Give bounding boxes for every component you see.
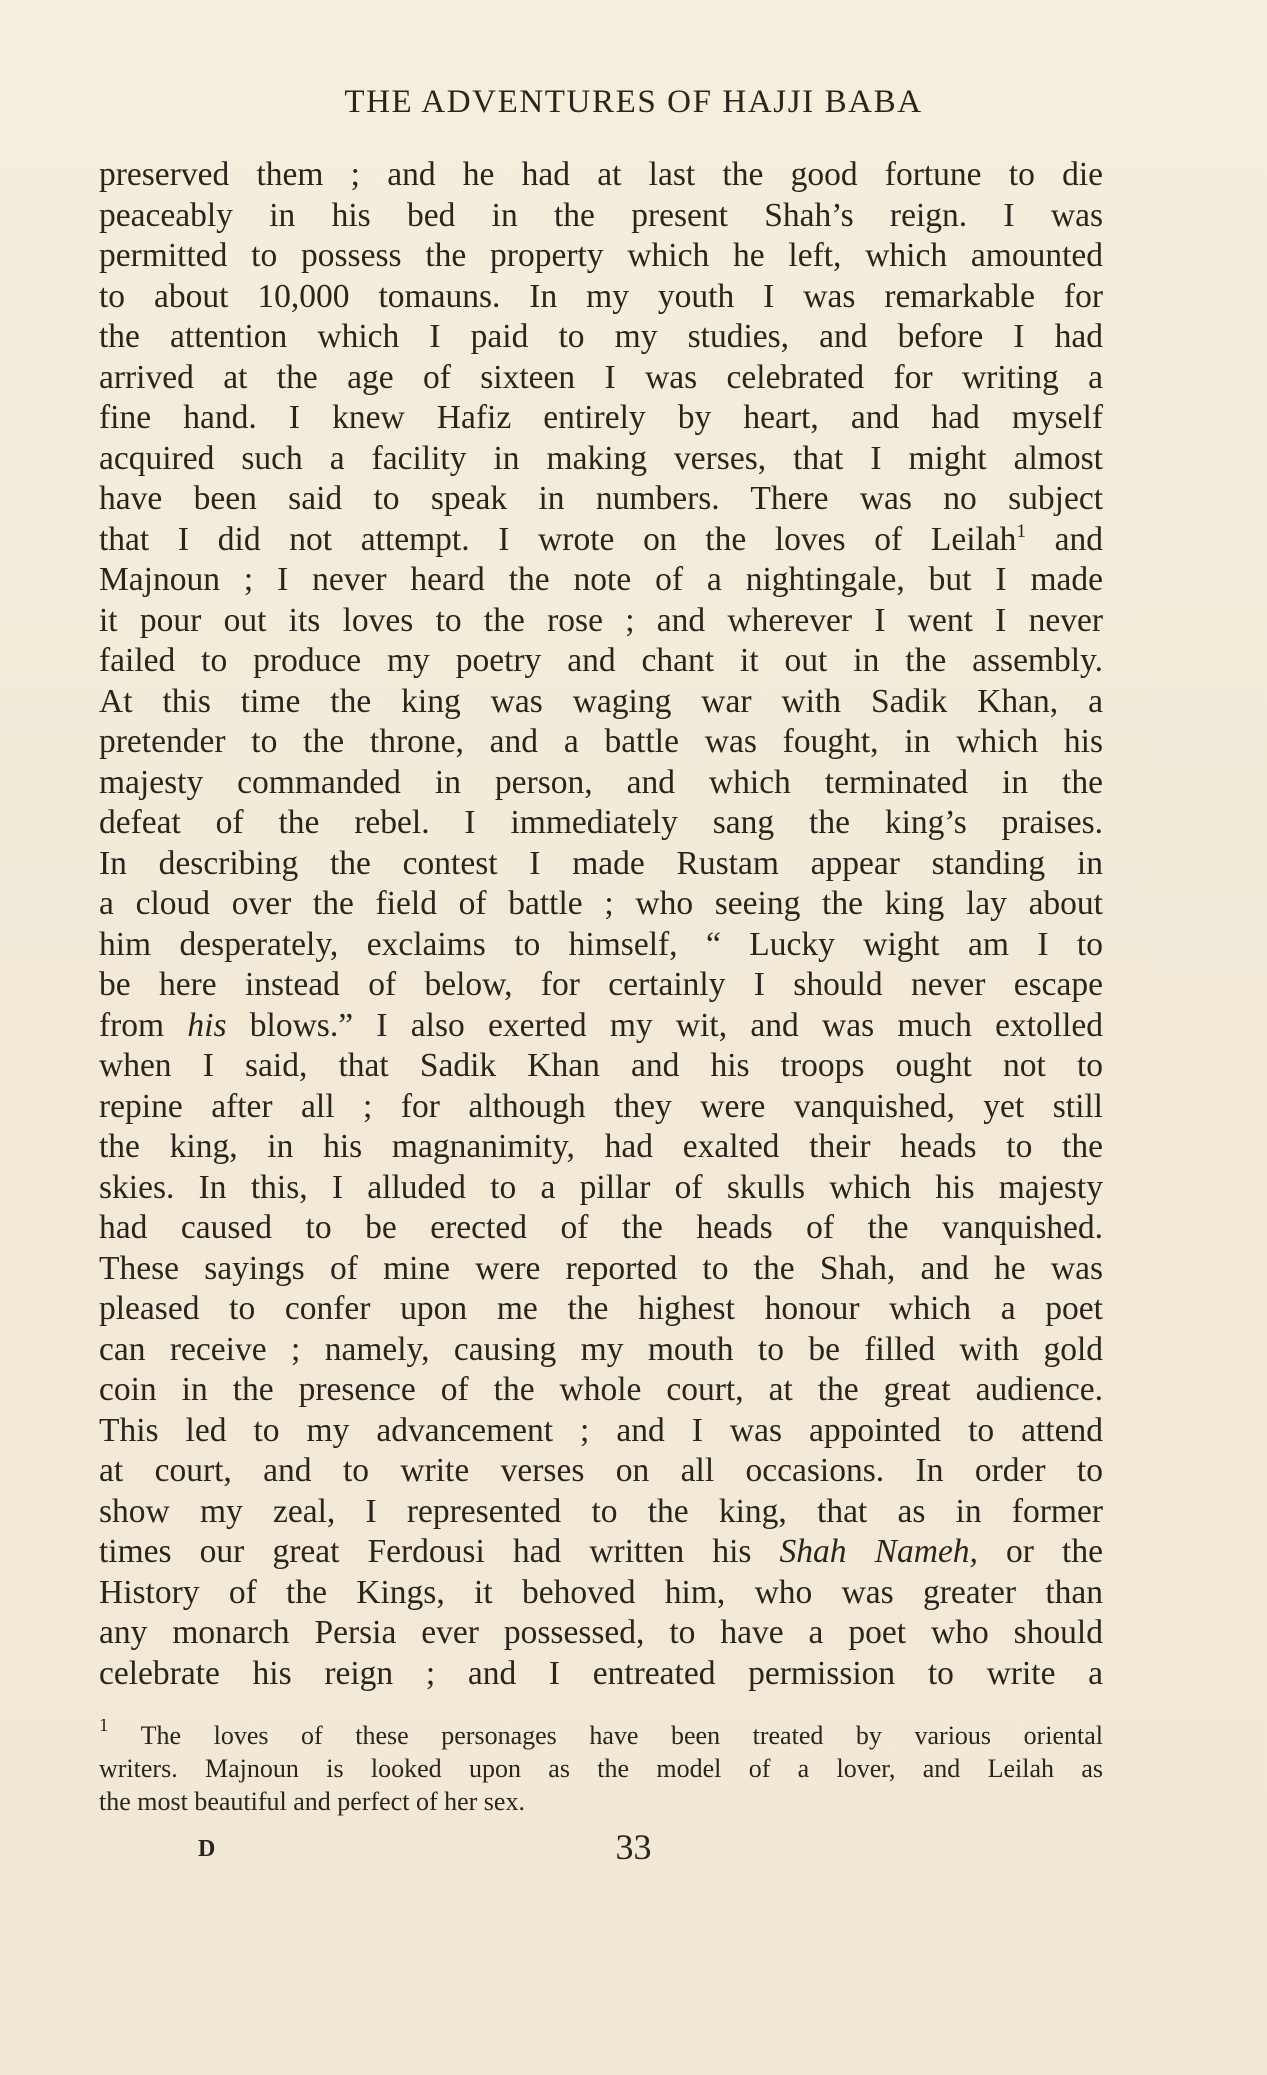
text-line: skies. In this, I alluded to a pillar of skulls which his majesty [99, 1168, 1103, 1206]
text-line: fine hand. I knew Hafiz entirely by heart, and had myself [99, 399, 1103, 436]
text-line: had caused to be erected of the heads of the vanquished. [99, 1209, 1103, 1246]
text-line: acquired such a facility in making verses, that I might almost [99, 439, 1103, 477]
text-line: In describing the contest I made Rustam appear standing in [99, 844, 1103, 882]
text-fragment: or the [1006, 1533, 1103, 1570]
text-line: preserved them ; and he had at last the good fortune to die [99, 156, 1103, 193]
text-line: the attention which I paid to my studies, and before I had [99, 318, 1103, 355]
text-fragment: times our great Ferdousi had written his [99, 1533, 752, 1570]
text-line-with-italic [99, 1532, 1103, 1573]
running-head: THE ADVENTURES OF HAJJI BABA [344, 84, 923, 120]
footnote-marker: 1 [99, 1719, 109, 1736]
text-line-with-italic [99, 1006, 1103, 1047]
text-line: failed to produce my poetry and chant it out in the assembly. [99, 642, 1103, 679]
text-line: Majnoun ; I never heard the note of a nightingale, but I made [99, 561, 1103, 598]
text-line: pretender to the throne, and a battle was fought, in which his [99, 723, 1103, 760]
text-line: majesty commanded in person, and which terminated in the [99, 763, 1103, 801]
text-line: History of the Kings, it behoved him, who was greater than [99, 1573, 1103, 1611]
text-line: pleased to confer upon me the highest honour which a poet [99, 1290, 1103, 1327]
text-fragment: and [1054, 520, 1103, 558]
text-line: at court, and to write verses on all occasions. In order to [99, 1452, 1103, 1489]
footnote-line [99, 1719, 1103, 1752]
text-fragment: blows.” I also exerted my wit, and was much extolled [249, 1006, 1103, 1044]
text-line: to about 10,000 tomauns. In my youth I was remarkable for [99, 277, 1103, 315]
text-line: coin in the presence of the whole court, at the great audience. [99, 1371, 1103, 1408]
text-line: him desperately, exclaims to himself, “ Lucky wight am I to [99, 925, 1103, 963]
text-fragment: that I did not attempt. I wrote on the loves of Leilah [99, 520, 1017, 558]
text-line-with-note [99, 520, 1103, 561]
text-line: celebrate his reign ; and I entreated permission to write a [99, 1654, 1103, 1692]
text-fragment: The loves of these personages have been treated by various oriental [140, 1721, 1103, 1750]
body-text [99, 155, 1103, 1694]
text-line: can receive ; namely, causing my mouth to be filled with gold [99, 1330, 1103, 1368]
text-line: defeat of the rebel. I immediately sang the king’s praises. [99, 804, 1103, 841]
text-line: the king, in his magnanimity, had exalted their heads to the [99, 1128, 1103, 1165]
text-line: when I said, that Sadik Khan and his troops ought not to [99, 1047, 1103, 1084]
text-line: it pour out its loves to the rose ; and wherever I went I never [99, 601, 1103, 639]
text-line: have been said to speak in numbers. There was no subject [99, 480, 1103, 517]
page-number: 33 [615, 1827, 652, 1867]
text-line: This led to my advancement ; and I was appointed to attend [99, 1411, 1103, 1449]
text-line: any monarch Persia ever possessed, to have a poet who should [99, 1614, 1103, 1651]
text-line: a cloud over the field of battle ; who seeing the king lay about [99, 885, 1103, 922]
text-line: At this time the king was waging war with Sadik Khan, a [99, 682, 1103, 720]
text-line: peaceably in his bed in the present Shah’s reign. I was [99, 196, 1103, 234]
text-line: arrived at the age of sixteen I was celebrated for writing a [99, 358, 1103, 396]
footnote [99, 1719, 1103, 1818]
footnote-reference: 1 [1016, 520, 1026, 542]
text-line: repine after all ; for although they were vanquished, yet still [99, 1087, 1103, 1125]
footnote-line: writers. Majnoun is looked upon as the model of a lover, and Leilah as [99, 1754, 1103, 1783]
italic-title: Shah Nameh, [779, 1533, 978, 1570]
italic-word: his [187, 1006, 227, 1044]
text-fragment: from [99, 1006, 165, 1044]
text-line: permitted to possess the property which he left, which amounted [99, 237, 1103, 274]
signature-mark: D [198, 1836, 216, 1862]
footnote-line: the most beautiful and perfect of her sex. [99, 1787, 525, 1816]
text-line: be here instead of below, for certainly I should never escape [99, 966, 1103, 1003]
text-line: show my zeal, I represented to the king, that as in former [99, 1492, 1103, 1530]
text-line: These sayings of mine were reported to the Shah, and he was [99, 1249, 1103, 1287]
